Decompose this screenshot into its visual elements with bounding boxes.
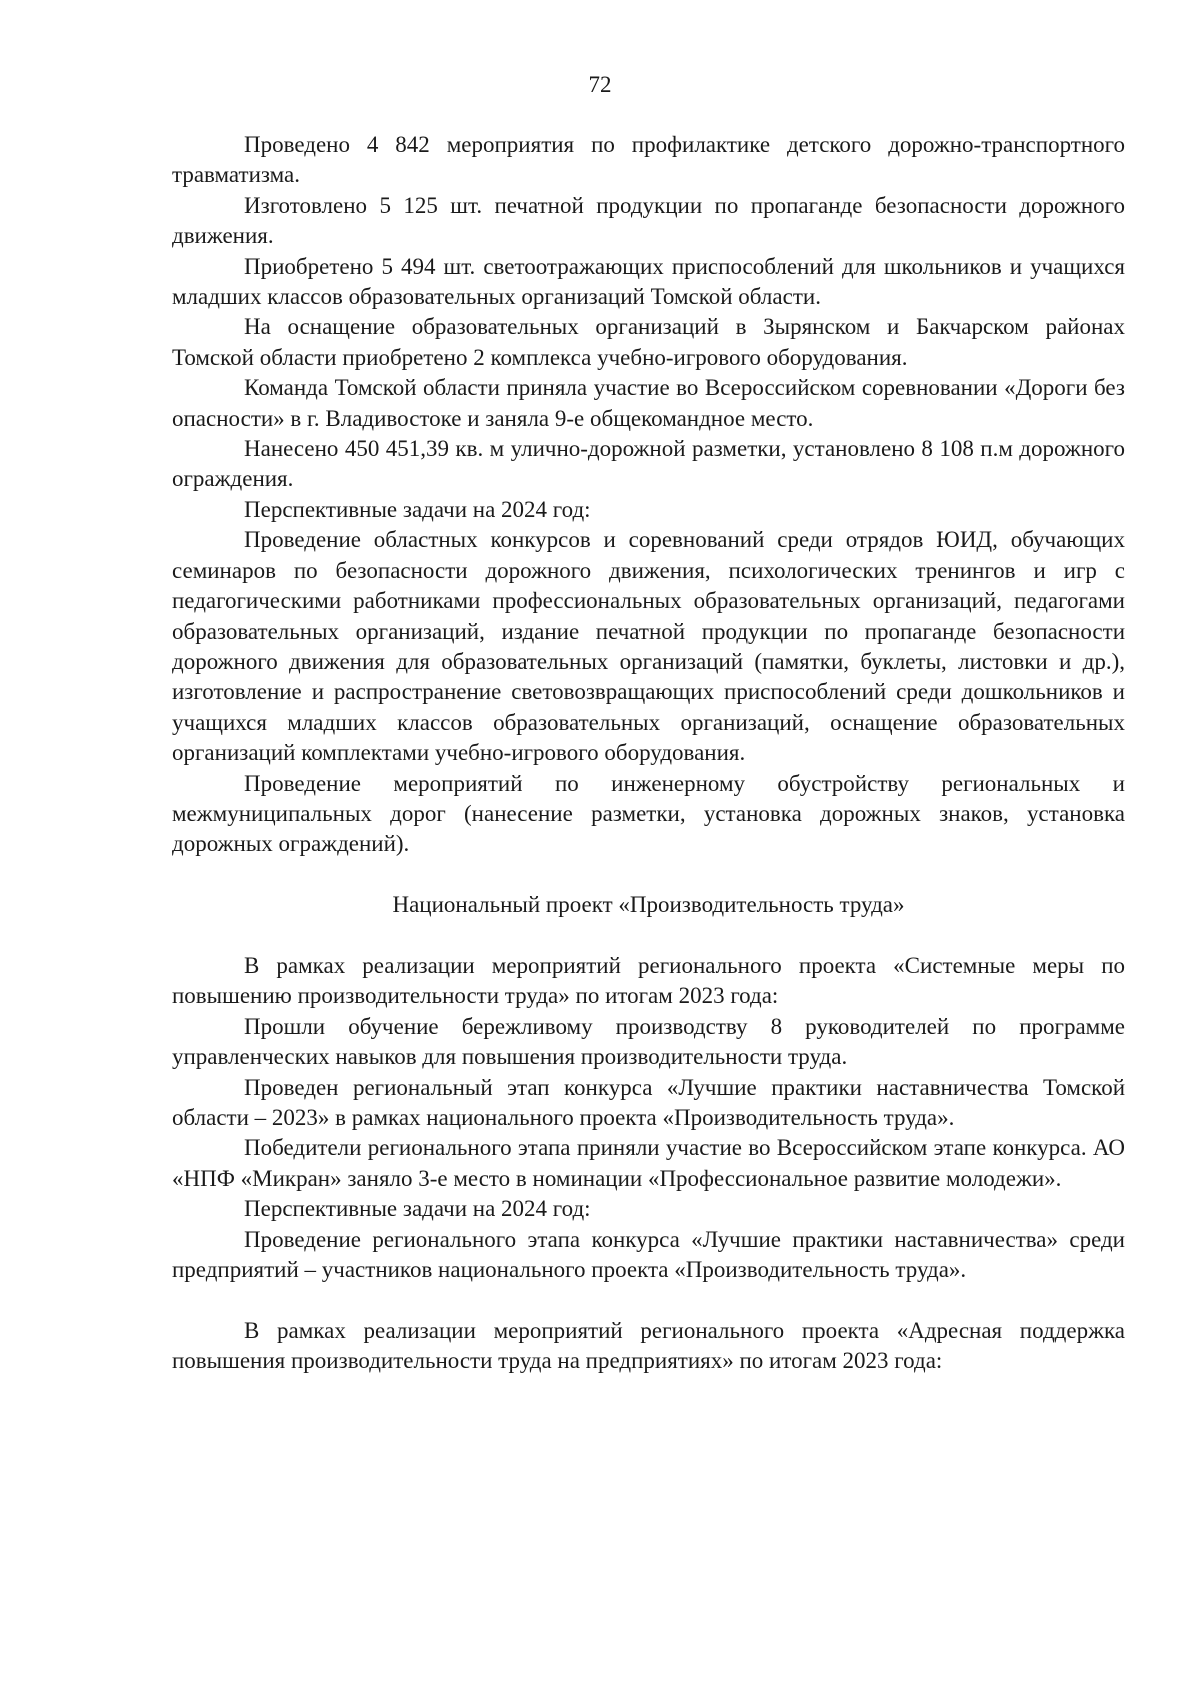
spacer bbox=[172, 1285, 1125, 1315]
paragraph: В рамках реализации мероприятий регионального проекта «Системные меры по повышению производительности труда» по итогам 2023 года: bbox=[172, 952, 1125, 1009]
paragraph: Прошли обучение бережливому производству 8 руководителей по программе управленческих навыков для повышения производительности труда. bbox=[172, 1013, 1125, 1070]
paragraph: Проведено 4 842 мероприятия по профилактике детского дорожно-транспортного травматизма. bbox=[172, 132, 1125, 188]
paragraph: Проведен региональный этап конкурса «Лучшие практики наставничества Томской области – 2023» в рамках национального проекта «Производительность труда». bbox=[172, 1074, 1125, 1130]
paragraph: Проведение мероприятий по инженерному обустройству региональных и межмуниципальных дорог (нанесение разметки, установка дорожных знаков, установка дорожных ограждений). bbox=[172, 770, 1125, 857]
paragraph: Перспективные задачи на 2024 год: bbox=[244, 1196, 591, 1222]
paragraph: Команда Томской области приняла участие во Всероссийском соревновании «Дороги без опасности» в г. Владивостоке и заняла 9-е общекомандное место. bbox=[172, 375, 1125, 431]
section-heading: Национальный проект «Производительность труда» bbox=[392, 892, 905, 918]
page-number: 72 bbox=[588, 72, 612, 97]
paragraph: В рамках реализации мероприятий регионального проекта «Адресная поддержка повышения производительности труда на предприятиях» по итогам 2023 года: bbox=[172, 1317, 1125, 1374]
page-body bbox=[172, 130, 1125, 1377]
paragraph: Изготовлено 5 125 шт. печатной продукции по пропаганде безопасности дорожного движения. bbox=[172, 192, 1125, 249]
paragraph: Проведение регионального этапа конкурса «Лучшие практики наставничества» среди предприятий – участников национального проекта «Производительность труда». bbox=[172, 1226, 1125, 1282]
spacer bbox=[172, 921, 1125, 951]
paragraph: Нанесено 450 451,39 кв. м улично-дорожной разметки, установлено 8 108 п.м дорожного ограждения. bbox=[172, 436, 1125, 492]
paragraph: Приобретено 5 494 шт. светоотражающих приспособлений для школьников и учащихся младших классов образовательных организаций Томской области. bbox=[172, 253, 1125, 310]
spacer bbox=[172, 860, 1125, 890]
paragraph: Победители регионального этапа приняли участие во Всероссийском этапе конкурса. АО «НПФ «Микран» заняло 3-е место в номинации «Профессиональное развитие молодежи». bbox=[172, 1135, 1125, 1191]
paragraph: Проведение областных конкурсов и соревнований среди отрядов ЮИД, обучающих семинаров по безопасности дорожного движения, психологических тренингов и игр с педагогическими работниками профессиональных образовательных организаций, педагогами образовательных организаций, издание печатной продукции по пропаганде безопасности дорожного движения для образовательных организаций (памятки, буклеты, листовки и др.), изготовление и распространение световозвращающих приспособлений среди дошкольников и учащихся младших классов образовательных организаций, оснащение образовательных организаций комплектами учебно-игрового оборудования. bbox=[172, 527, 1125, 766]
paragraph: На оснащение образовательных организаций в Зырянском и Бакчарском районах Томской области приобретено 2 комплекса учебно-игрового оборудования. bbox=[172, 314, 1125, 370]
paragraph: Перспективные задачи на 2024 год: bbox=[244, 496, 591, 522]
